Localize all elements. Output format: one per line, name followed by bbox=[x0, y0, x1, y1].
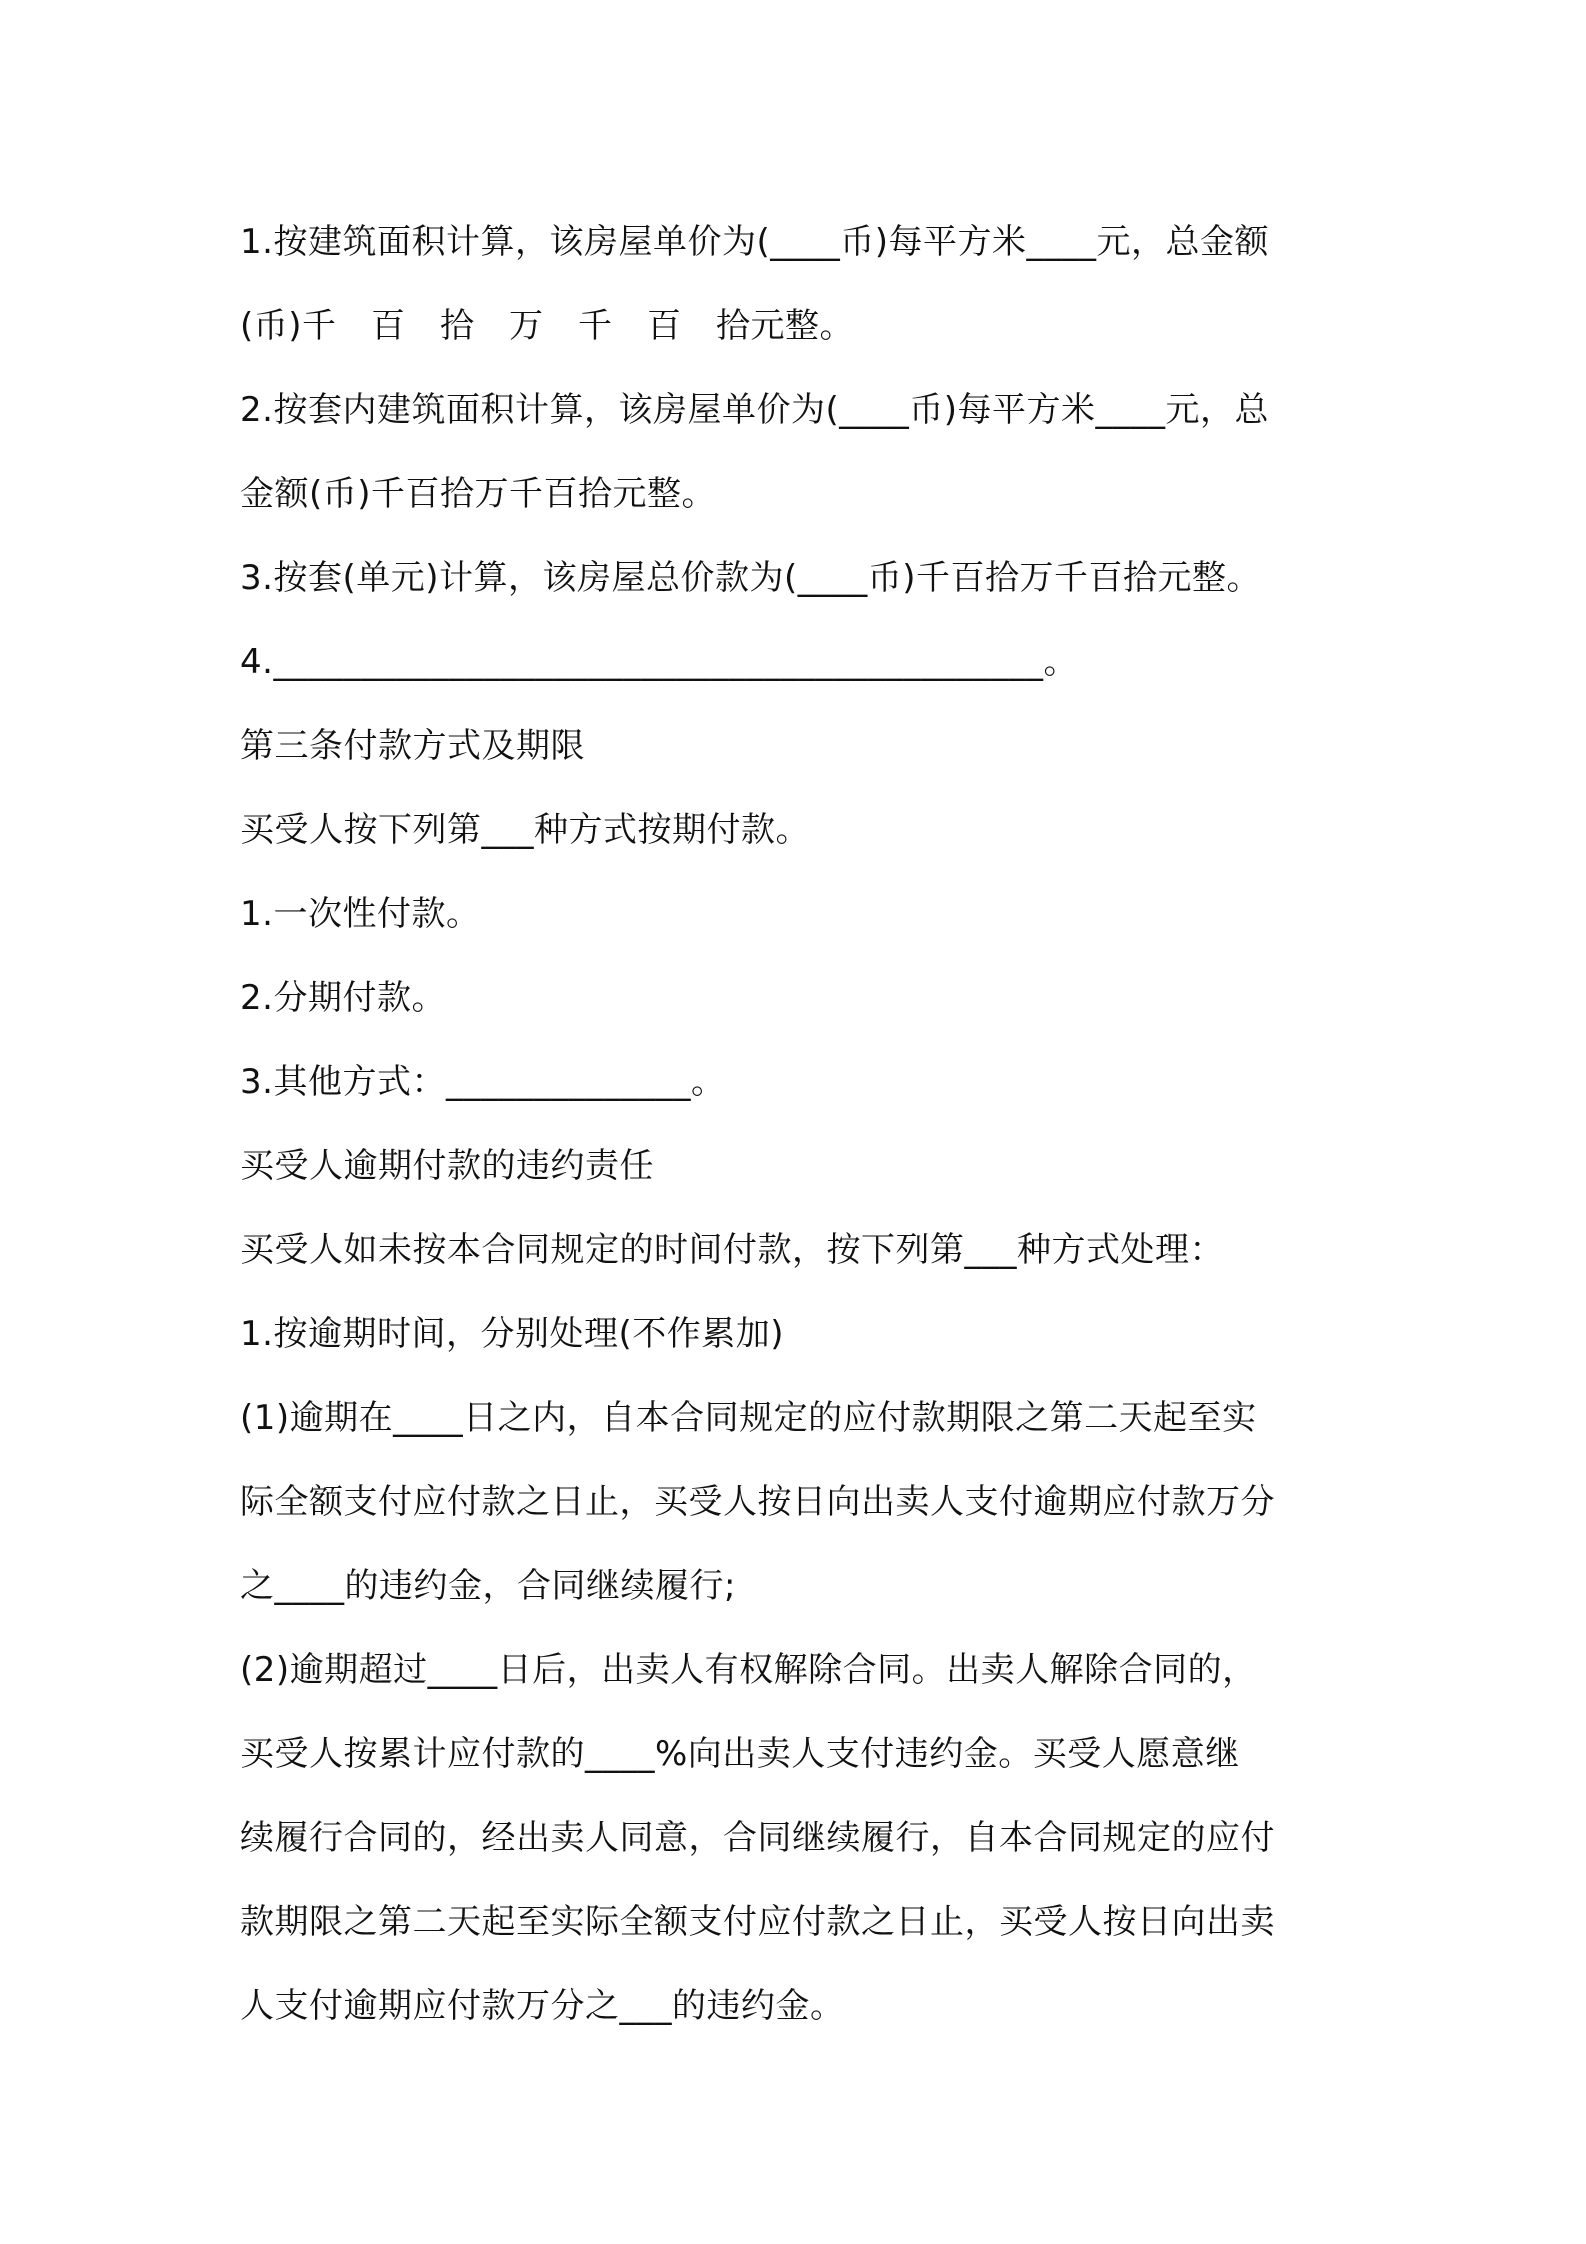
clause-price-by-floor-area: 1.按建筑面积计算，该房屋单价为(____币)每平方米____元，总金额 bbox=[240, 222, 1269, 262]
late-payment-sub-1-cont: 际全额支付应付款之日止，买受人按日向出卖人支付逾期应付款万分 bbox=[240, 1482, 1275, 1522]
payment-option-other: 3.其他方式：______________。 bbox=[240, 1062, 726, 1102]
late-payment-choice: 买受人如未按本合同规定的时间付款，按下列第___种方式处理： bbox=[240, 1230, 1224, 1270]
clause-price-by-floor-area-total: (币)千 百 拾 万 千 百 拾元整。 bbox=[240, 306, 855, 346]
late-payment-sub-2-cont-3: 款期限之第二天起至实际全额支付应付款之日止，买受人按日向出卖 bbox=[240, 1902, 1275, 1942]
document-body bbox=[240, 200, 1365, 2048]
late-payment-sub-2-cont-1: 买受人按累计应付款的____%向出卖人支付违约金。买受人愿意继 bbox=[240, 1734, 1240, 1774]
clause-price-other: 4.____________________________________________。 bbox=[240, 642, 1078, 682]
late-payment-option-1: 1.按逾期时间，分别处理(不作累加) bbox=[240, 1314, 784, 1354]
clause-price-by-inner-area-total: 金额(币)千百拾万千百拾元整。 bbox=[240, 474, 717, 514]
payment-method-choice: 买受人按下列第___种方式按期付款。 bbox=[240, 810, 810, 850]
late-payment-sub-1-end: 之____的违约金，合同继续履行; bbox=[240, 1566, 736, 1606]
payment-option-lump-sum: 1.一次性付款。 bbox=[240, 894, 481, 934]
late-payment-sub-2: (2)逾期超过____日后，出卖人有权解除合同。出卖人解除合同的， bbox=[240, 1650, 1257, 1690]
clause-price-by-inner-area: 2.按套内建筑面积计算，该房屋单价为(____币)每平方米____元，总 bbox=[240, 390, 1269, 430]
late-payment-sub-2-end: 人支付逾期应付款万分之___的违约金。 bbox=[240, 1986, 845, 2026]
late-payment-sub-1: (1)逾期在____日之内，自本合同规定的应付款期限之第二天起至实 bbox=[240, 1398, 1257, 1438]
section-heading-payment: 第三条付款方式及期限 bbox=[240, 726, 585, 766]
late-payment-sub-2-cont-2: 续履行合同的，经出卖人同意，合同继续履行，自本合同规定的应付 bbox=[240, 1818, 1275, 1858]
section-heading-late-payment: 买受人逾期付款的违约责任 bbox=[240, 1146, 654, 1186]
clause-price-by-unit: 3.按套(单元)计算，该房屋总价款为(____币)千百拾万千百拾元整。 bbox=[240, 558, 1261, 598]
payment-option-installment: 2.分期付款。 bbox=[240, 978, 446, 1018]
